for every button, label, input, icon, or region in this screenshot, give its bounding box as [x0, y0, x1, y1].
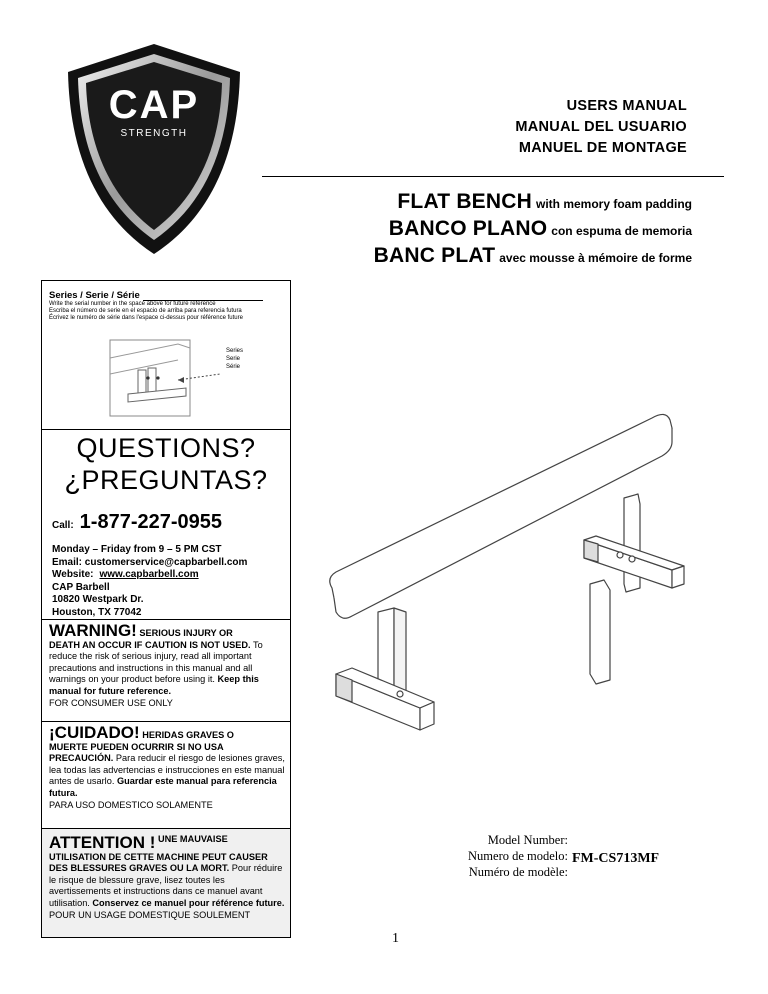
questions-section [42, 430, 290, 620]
logo-sub: STRENGTH [120, 128, 188, 139]
serial-label-fr: Série [226, 364, 241, 370]
model-number: FM-CS713MF [572, 851, 660, 866]
manual-title-es: MANUAL DEL USUARIO [515, 119, 687, 135]
manual-titles [515, 96, 687, 159]
serial-note-es: Escriba el número de serie en el espacio de arriba para referencia futura [49, 308, 242, 314]
serial-note-fr: Écrivez le numéro de série dans l'espace ci-dessus pour référence future [49, 315, 243, 321]
questions-title-es: ¿PREGUNTAS? [64, 465, 268, 495]
logo-brand: CAP [108, 83, 200, 127]
company-city: Houston, TX 77042 [52, 606, 142, 618]
model-label-en: Model Number: [487, 833, 568, 847]
cap-strength-logo [66, 42, 242, 256]
serial-section [42, 281, 290, 430]
flat-bench-illustration [322, 412, 702, 754]
call-line: Call: 1-877-227-0955 [52, 511, 223, 533]
website-line: Website: www.capbarbell.com [52, 569, 199, 580]
serial-label-en: Series [226, 348, 244, 354]
serial-write-line [143, 291, 263, 301]
serial-label-es: Serie [226, 356, 241, 362]
support-hours: Monday – Friday from 9 – 5 PM CST [52, 544, 222, 555]
product-title-fr: BANC PLAT avec mousse à mémoire de forme [373, 244, 692, 267]
model-block [466, 832, 660, 880]
serial-title: Series / Serie / Série [49, 290, 263, 301]
info-column [41, 280, 291, 938]
manual-title-fr: MANUEL DE MONTAGE [518, 140, 687, 156]
website-link[interactable]: www.capbarbell.com [99, 569, 199, 580]
product-title-es: BANCO PLANO con espuma de memoria [388, 217, 692, 240]
page-number: 1 [392, 931, 399, 946]
model-label-es: Numero de modelo: [468, 849, 568, 863]
model-label-fr: Numéro de modèle: [468, 865, 568, 879]
manual-title-en: USERS MANUAL [566, 98, 687, 114]
product-titles [374, 188, 692, 269]
questions-title-en: QUESTIONS? [76, 433, 256, 463]
header-divider [262, 176, 724, 177]
warning-section-fr: ATTENTION ! UNE MAUVAISE UTILISATION DE CETTE MACHINE PEUT CAUSER DES BLESSURES GRAVES OU LA MORT. Pour réduire le risque de blessure grave, lisez toutes les avertissements et instructions dans ce manuel avant utilisation. Conservez ce manuel pour référence future. POUR UN USAGE DOMESTIQUE SOULEMENT [42, 829, 290, 939]
serial-note-en: Write the serial number in the space above for future reference [49, 301, 216, 307]
support-email[interactable]: Email: customerservice@capbarbell.com [52, 556, 248, 568]
phone-number[interactable]: 1-877-227-0955 [79, 511, 223, 533]
company-name: CAP Barbell [52, 581, 110, 593]
serial-location-diagram [108, 338, 258, 418]
warning-section-en: WARNING! SERIOUS INJURY OR DEATH AN OCCUR IF CAUTION IS NOT USED. To reduce the risk of serious injury, read all important precautions and instructions in this manual and all warnings on your product before using it. Keep this manual for future reference. FOR CONSUMER USE ONLY [42, 620, 290, 722]
company-street: 10820 Westpark Dr. [52, 594, 144, 605]
product-title-en: FLAT BENCH with memory foam padding [397, 190, 692, 213]
warning-section-es: ¡CUIDADO! HERIDAS GRAVES O MUERTE PUEDEN OCURRIR SI NO USA PRECAUCIÓN. Para reducir el riesgo de lesiones graves, lea todas las advertencias e instrucciones en este manual antes de usarlo. Guardar este manual para referencia futura. PARA USO DOMESTICO SOLAMENTE [42, 722, 290, 829]
